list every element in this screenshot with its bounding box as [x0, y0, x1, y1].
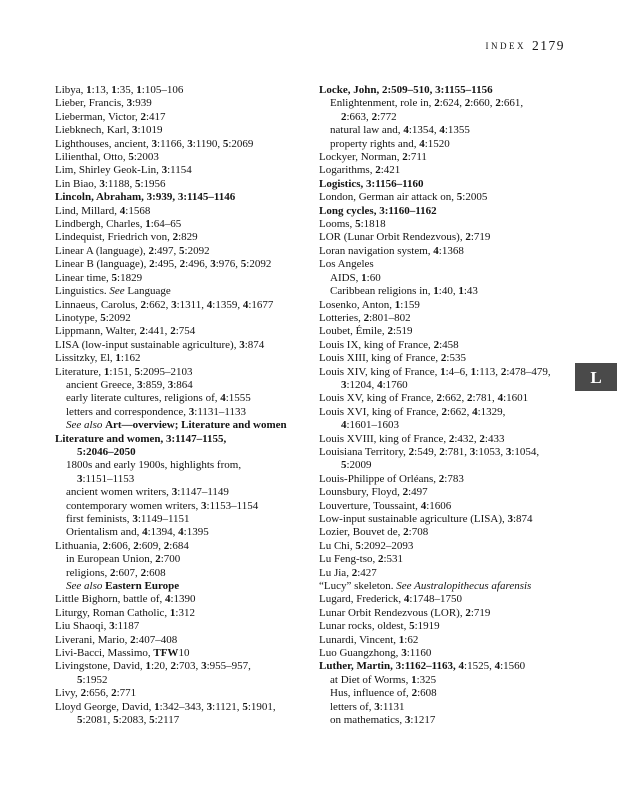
index-line: “Lucy” skeleton. See Australopithecus afarensis — [319, 580, 532, 593]
letter-tab-L[interactable] — [575, 363, 617, 391]
index-columns — [55, 84, 609, 728]
index-line: 3:1204, 4:1760 — [341, 378, 408, 391]
index-line: Literature and women, 3:1147–1155, — [55, 432, 227, 445]
index-line: Enlightenment, role in, 2:624, 2:660, 2:661, — [330, 97, 524, 110]
index-line: Linear A (language), 2:497, 5:2092 — [55, 244, 210, 257]
index-line: letters of, 3:1131 — [330, 700, 405, 713]
index-line: Lunardi, Vincent, 1:62 — [319, 633, 419, 646]
index-line: Lounsbury, Floyd, 2:497 — [319, 486, 428, 499]
index-line: Lim, Shirley Geok-Lin, 3:1154 — [55, 164, 192, 177]
index-line: at Diet of Worms, 1:325 — [330, 673, 437, 686]
running-head — [486, 37, 566, 55]
index-line: Lu Chi, 5:2092–2093 — [319, 539, 414, 552]
index-line: early literate cultures, religions of, 4:1555 — [66, 392, 251, 405]
index-line: Locke, John, 2:509–510, 3:1155–1156 — [319, 84, 493, 96]
index-line: Lockyer, Norman, 2:711 — [319, 151, 427, 164]
index-line: Low-input sustainable agriculture (LISA), 3:874 — [319, 513, 533, 525]
index-line: Libya, 1:13, 1:35, 1:105–106 — [55, 84, 184, 96]
index-line: Louis-Philippe of Orléans, 2:783 — [319, 472, 464, 485]
index-line: Lugard, Frederick, 4:1748–1750 — [319, 593, 462, 606]
index-line: Lincoln, Abraham, 3:939, 3:1145–1146 — [55, 191, 236, 204]
index-line: Long cycles, 3:1160–1162 — [319, 204, 437, 217]
index-line: Livy, 2:656, 2:771 — [55, 687, 137, 700]
index-line: Lunar Orbit Rendezvous (LOR), 2:719 — [319, 606, 491, 619]
index-line: Linguistics. See Language — [55, 285, 171, 298]
index-line: Caribbean religions in, 1:40, 1:43 — [330, 285, 478, 298]
index-line: Liebknech, Karl, 3:1019 — [55, 124, 163, 137]
index-column-right — [319, 84, 609, 728]
index-line: Lozier, Bouvet de, 2:708 — [319, 526, 429, 539]
index-line: Lieberman, Victor, 2:417 — [55, 110, 166, 123]
index-line: Luo Guangzhong, 3:1160 — [319, 647, 432, 660]
index-line: contemporary women writers, 3:1153–1154 — [66, 499, 259, 512]
index-line: Lind, Millard, 4:1568 — [55, 204, 151, 217]
index-line: Lilienthal, Otto, 5:2003 — [55, 151, 159, 164]
index-label: INDEX — [485, 41, 526, 51]
index-line: Lieber, Francis, 3:939 — [55, 97, 152, 110]
index-line: 2:663, 2:772 — [341, 110, 397, 123]
index-line: Linear time, 5:1829 — [55, 271, 143, 284]
index-line: 5:2081, 5:2083, 5:2117 — [77, 714, 180, 727]
index-line: 5:2046–2050 — [77, 445, 136, 458]
index-line: Lissitzky, El, 1:162 — [55, 352, 141, 365]
index-line: Logarithms, 2:421 — [319, 164, 401, 177]
index-line: in European Union, 2:700 — [66, 553, 181, 566]
index-line: See also Art—overview; Literature and women — [66, 419, 287, 432]
index-line: AIDS, 1:60 — [330, 271, 381, 284]
index-line: Louis XIV, king of France, 1:4–6, 1:113, 2:478–479, — [319, 365, 551, 378]
index-line: on mathematics, 3:1217 — [330, 714, 436, 727]
index-line: Lighthouses, ancient, 3:1166, 3:1190, 5:2069 — [55, 137, 254, 150]
index-line: Lindbergh, Charles, 1:64–65 — [55, 218, 182, 231]
index-line: natural law and, 4:1354, 4:1355 — [330, 124, 470, 137]
index-line: Luther, Martin, 3:1162–1163, 4:1525, 4:1560 — [319, 660, 526, 673]
index-column-left — [55, 84, 319, 728]
index-line: Los Angeles — [319, 258, 374, 271]
index-line: Linotype, 5:2092 — [55, 311, 131, 324]
index-line: ancient women writers, 3:1147–1149 — [66, 486, 229, 499]
index-line: Louis IX, king of France, 2:458 — [319, 338, 459, 351]
index-line: Livi-Bacci, Massimo, TFW10 — [55, 647, 190, 660]
index-line: Logistics, 3:1156–1160 — [319, 177, 424, 190]
index-line: Lithuania, 2:606, 2:609, 2:684 — [55, 539, 189, 552]
index-line: Linear B (language), 2:495, 2:496, 3:976, 5:2092 — [55, 258, 272, 271]
index-line: Hus, influence of, 2:608 — [330, 687, 437, 700]
index-line: Lin Biao, 3:1188, 5:1956 — [55, 177, 166, 190]
index-line: Livingstone, David, 1:20, 2:703, 3:955–957, — [55, 660, 251, 673]
index-line: Loubet, Émile, 2:519 — [319, 325, 413, 338]
index-line: 3:1151–1153 — [77, 472, 135, 485]
index-line: 4:1601–1603 — [341, 419, 400, 432]
index-line: Louis XV, king of France, 2:662, 2:781, 4:1601 — [319, 392, 529, 405]
index-line: Lotteries, 2:801–802 — [319, 311, 411, 324]
index-line: Lu Feng-tso, 2:531 — [319, 553, 404, 566]
index-line: Liu Shaoqi, 3:1187 — [55, 620, 140, 633]
index-line: Lunar rocks, oldest, 5:1919 — [319, 620, 440, 633]
index-line: Lindequist, Friedrich von, 2:829 — [55, 231, 198, 244]
index-line: Louis XIII, king of France, 2:535 — [319, 352, 466, 365]
index-line: Looms, 5:1818 — [319, 218, 386, 231]
letter-tab-label: L — [590, 367, 602, 387]
index-line: Orientalism and, 4:1394, 4:1395 — [66, 526, 209, 539]
index-line: London, German air attack on, 5:2005 — [319, 191, 488, 204]
index-line: Lloyd George, David, 1:342–343, 3:1121, 5:1901, — [55, 700, 276, 713]
page-number: 2179 — [532, 38, 565, 53]
index-line: Louverture, Toussaint, 4:1606 — [319, 499, 452, 512]
index-line: Loran navigation system, 4:1368 — [319, 244, 464, 257]
index-line: property rights and, 4:1520 — [330, 137, 450, 150]
index-line: Lippmann, Walter, 2:441, 2:754 — [55, 325, 196, 338]
index-line: Louis XVI, king of France, 2:662, 4:1329, — [319, 405, 506, 418]
index-line: Liturgy, Roman Catholic, 1:312 — [55, 606, 195, 619]
index-line: Liverani, Mario, 2:407–408 — [55, 633, 178, 646]
index-line: Linnaeus, Carolus, 2:662, 3:1311, 4:1359, 4:1677 — [55, 298, 274, 311]
index-line: 5:2009 — [341, 459, 372, 472]
index-line: 1800s and early 1900s, highlights from, — [66, 459, 242, 472]
index-line: ancient Greece, 3:859, 3:864 — [66, 378, 193, 391]
index-line: Louisiana Territory, 2:549, 2:781, 3:1053, 3:1054, — [319, 445, 540, 458]
index-line: Losenko, Anton, 1:159 — [319, 298, 420, 311]
index-line: LOR (Lunar Orbit Rendezvous), 2:719 — [319, 231, 491, 244]
index-line: LISA (low-input sustainable agriculture), 3:874 — [55, 338, 265, 351]
index-line: Lu Jia, 2:427 — [319, 566, 377, 579]
index-line: first feminists, 3:1149–1151 — [66, 513, 190, 525]
index-line: religions, 2:607, 2:608 — [66, 566, 166, 579]
index-line: See also Eastern Europe — [66, 580, 180, 593]
index-line: 5:1952 — [77, 673, 108, 686]
index-line: Literature, 1:151, 5:2095–2103 — [55, 365, 193, 378]
index-line: letters and correspondence, 3:1131–1133 — [66, 405, 247, 418]
index-line: Louis XVIII, king of France, 2:432, 2:433 — [319, 432, 505, 445]
index-line: Little Bighorn, battle of, 4:1390 — [55, 593, 196, 606]
